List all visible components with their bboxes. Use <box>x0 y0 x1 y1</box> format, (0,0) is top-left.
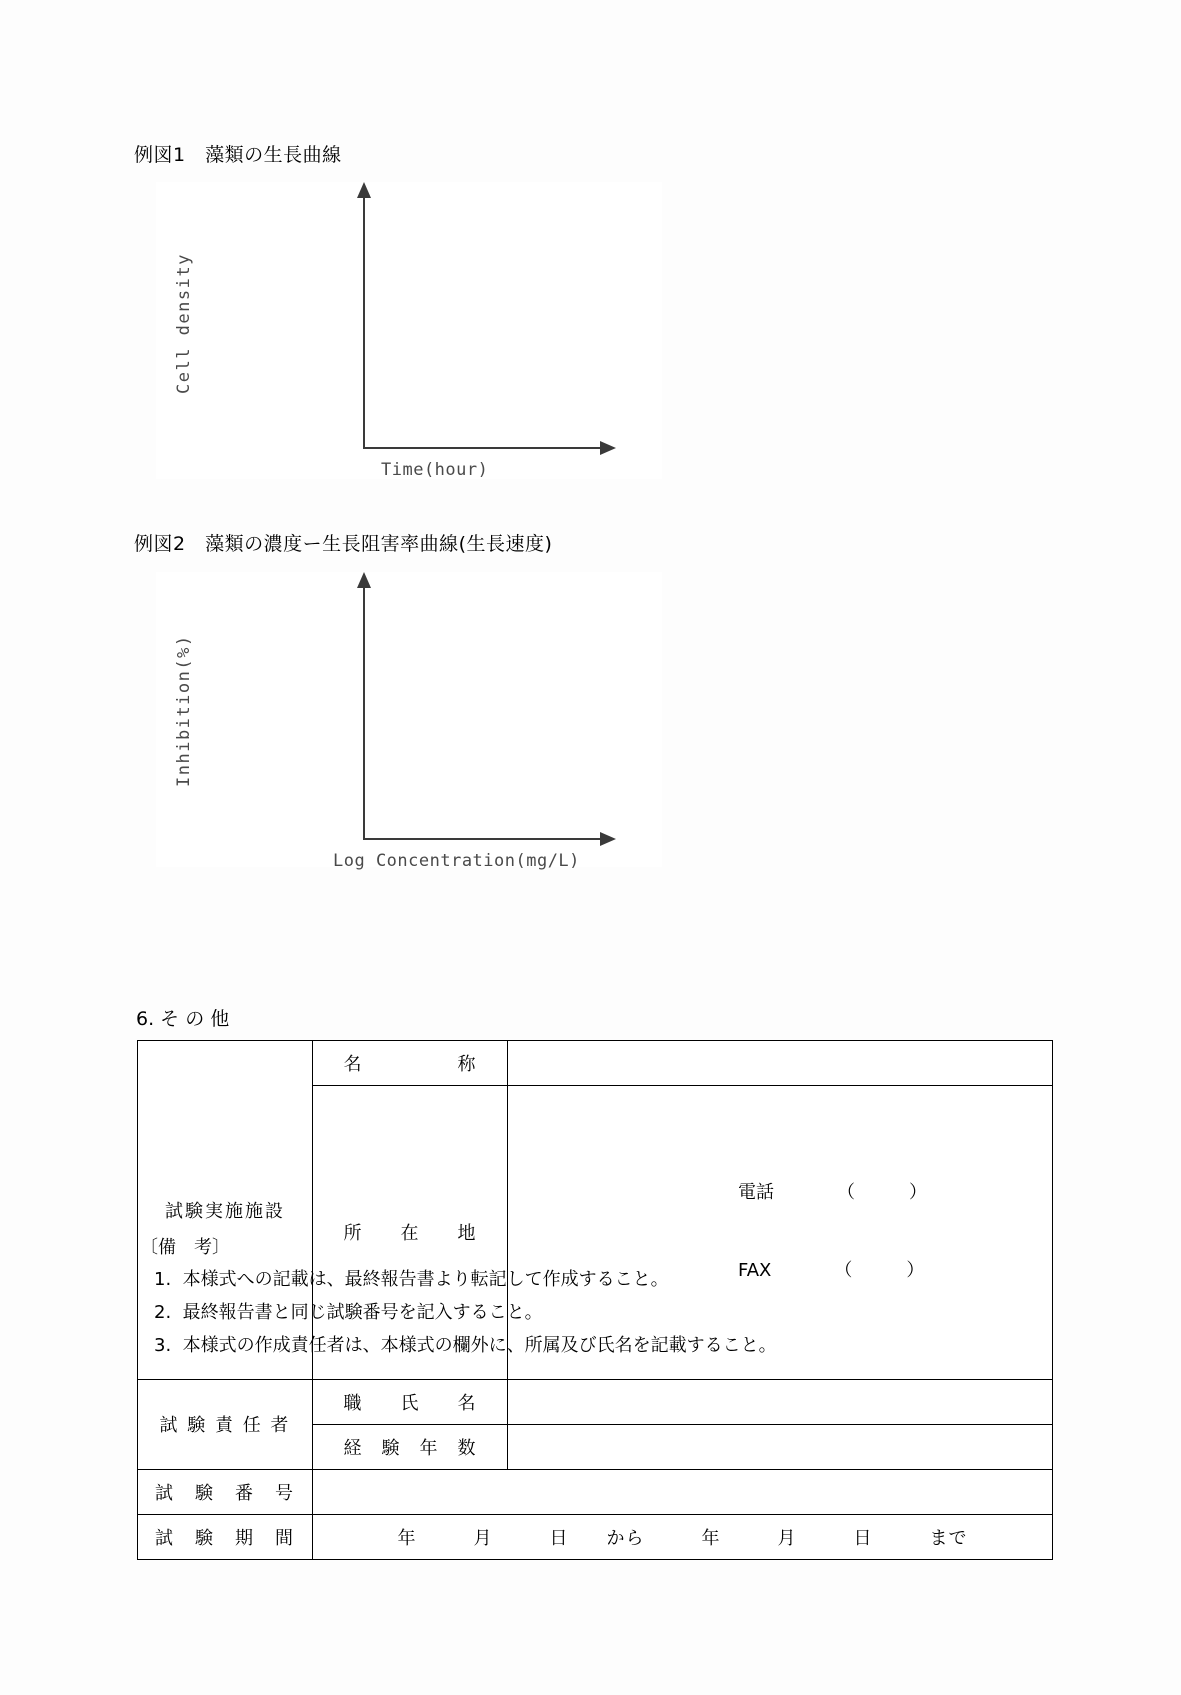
cell-value-test-number[interactable] <box>313 1469 1053 1514</box>
cell-value-manager-name[interactable] <box>508 1379 1053 1424</box>
x-axis-arrow-icon <box>600 832 616 846</box>
x-axis-line <box>363 838 602 840</box>
cell-label-manager: 試 験 責 任 者 <box>138 1379 313 1469</box>
table-row-test-period <box>138 1514 1053 1559</box>
table-row-test-number <box>138 1469 1053 1514</box>
fax-label: FAX （ ） <box>738 1260 925 1282</box>
cell-value-test-period[interactable]: 年 月 日 から 年 月 日 まで <box>313 1514 1053 1559</box>
x-axis-line <box>363 447 602 449</box>
cell-label-experience-years: 経 験 年 数 <box>313 1424 508 1469</box>
note-item-1: 1. 本様式への記載は、最終報告書より転記して作成すること。 <box>154 1269 669 1290</box>
cell-value-experience-years[interactable] <box>508 1424 1053 1469</box>
table-row-facility-name <box>138 1041 1053 1086</box>
cell-label-test-number: 試 験 番 号 <box>138 1469 313 1514</box>
note-item-2: 2. 最終報告書と同じ試験番号を記入すること。 <box>154 1302 543 1323</box>
figure-2-axes <box>156 572 662 867</box>
figure-1-title: 例図1 藻類の生長曲線 <box>134 144 342 166</box>
x-axis-arrow-icon <box>600 441 616 455</box>
notes-title: 〔備 考〕 <box>140 1237 230 1258</box>
cell-label-facility: 試験実施施設 <box>138 1041 313 1380</box>
figure-1-x-axis-label: Time(hour) <box>381 460 489 480</box>
y-axis-line <box>363 196 365 449</box>
note-item-3: 3. 本様式の作成責任者は、本様式の欄外に、所属及び氏名を記載すること。 <box>154 1335 777 1356</box>
figure-1-plot-area <box>156 182 662 479</box>
section-heading-other: 6. そ の 他 <box>136 1008 230 1030</box>
cell-label-address: 所 在 地 <box>313 1086 508 1380</box>
figure-1-y-axis-label: Cell density <box>174 253 194 394</box>
y-axis-line <box>363 586 365 840</box>
figure-1-axes <box>156 182 662 479</box>
notes-section <box>140 1233 1040 1364</box>
figure-2-plot-area <box>156 572 662 871</box>
table-row-manager-name <box>138 1379 1053 1424</box>
figure-2-y-axis-label: Inhibition(%) <box>174 634 194 787</box>
cell-label-name: 名 称 <box>313 1041 508 1086</box>
figure-2-title: 例図2 藻類の濃度ー生長阻害率曲線(生長速度) <box>134 533 553 555</box>
cell-label-test-period: 試 験 期 間 <box>138 1514 313 1559</box>
figure-2-x-axis-label: Log Concentration(mg/L) <box>333 851 580 871</box>
cell-label-manager-title-name: 職 氏 名 <box>313 1379 508 1424</box>
phone-label: 電話 （ ） <box>738 1182 927 1204</box>
cell-value-facility-name[interactable] <box>508 1041 1053 1086</box>
